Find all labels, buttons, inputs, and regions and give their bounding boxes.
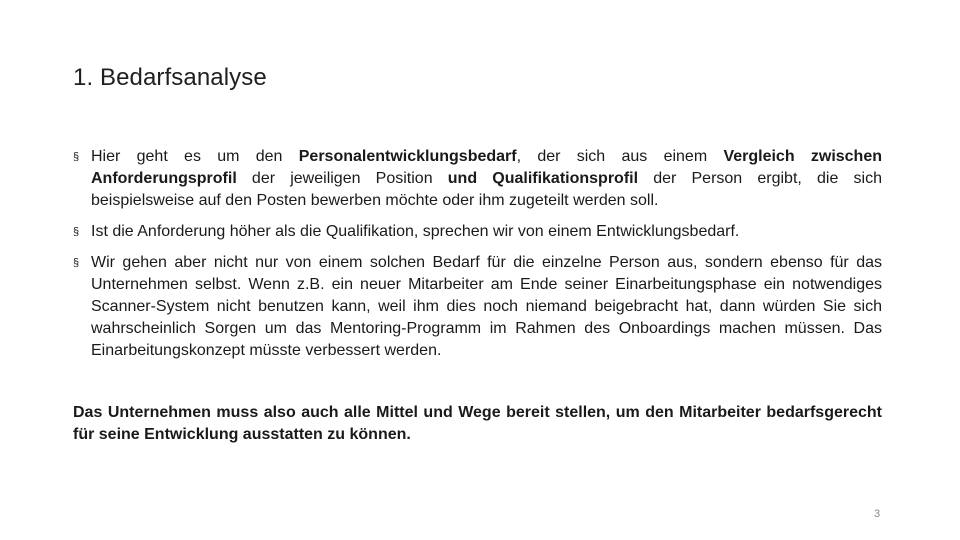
text-segment: Hier geht es um den [91, 148, 299, 165]
bullet-item [73, 221, 882, 243]
text-segment: , der sich aus einem [516, 148, 724, 165]
text-segment: Wir gehen aber nicht nur von einem solchen Bedarf für die einzelne Person aus, sondern ebenso für das Unternehmen selbst. Wenn z.B. ein neuer Mitarbeiter am Ende seiner Einarbeitungsphase ein notwendiges Scanner-System nicht benutzen kann, weil ihm dies noch niemand beigebracht hat, dann würden Sie sich wahrscheinlich Sorgen um das Mentoring-Programm im Rahmen des Onboardings machen müssen. Das Einarbeitungskonzept müsste verbessert werden. [91, 254, 882, 359]
bullet-item [73, 146, 882, 212]
bold-term: Vergleich zwischen Anforderungsprofil [91, 148, 883, 187]
bold-term: und Qualifikationsprofil [447, 170, 639, 187]
bullet-marker-icon: § [73, 151, 80, 163]
bullet-marker-icon: § [73, 257, 80, 269]
text-segment: Ist die Anforderung höher als die Qualifikation, sprechen wir von einem Entwicklungsbedarf. [91, 223, 740, 240]
bullet-text [91, 148, 882, 209]
bullet-item [73, 252, 882, 362]
text-segment: der jeweiligen Position [236, 170, 448, 187]
text-segment: der Person ergibt, die sich beispielsweise auf den Posten bewerben möchte oder ihm zugeteilt werden soll. [91, 170, 882, 209]
bold-term: Personalentwicklungsbedarf [298, 148, 517, 165]
bullet-text [91, 254, 882, 359]
bullet-text [91, 223, 739, 240]
slide-title: 1. Bedarfsanalyse [73, 64, 267, 91]
bullet-marker-icon: § [73, 226, 80, 238]
summary-paragraph: Das Unternehmen muss also auch alle Mittel und Wege bereit stellen, um den Mitarbeiter bedarfsgerecht für seine Entwicklung ausstatten zu können. [73, 404, 882, 443]
bullet-list [73, 146, 882, 371]
page-number: 3 [874, 508, 881, 520]
